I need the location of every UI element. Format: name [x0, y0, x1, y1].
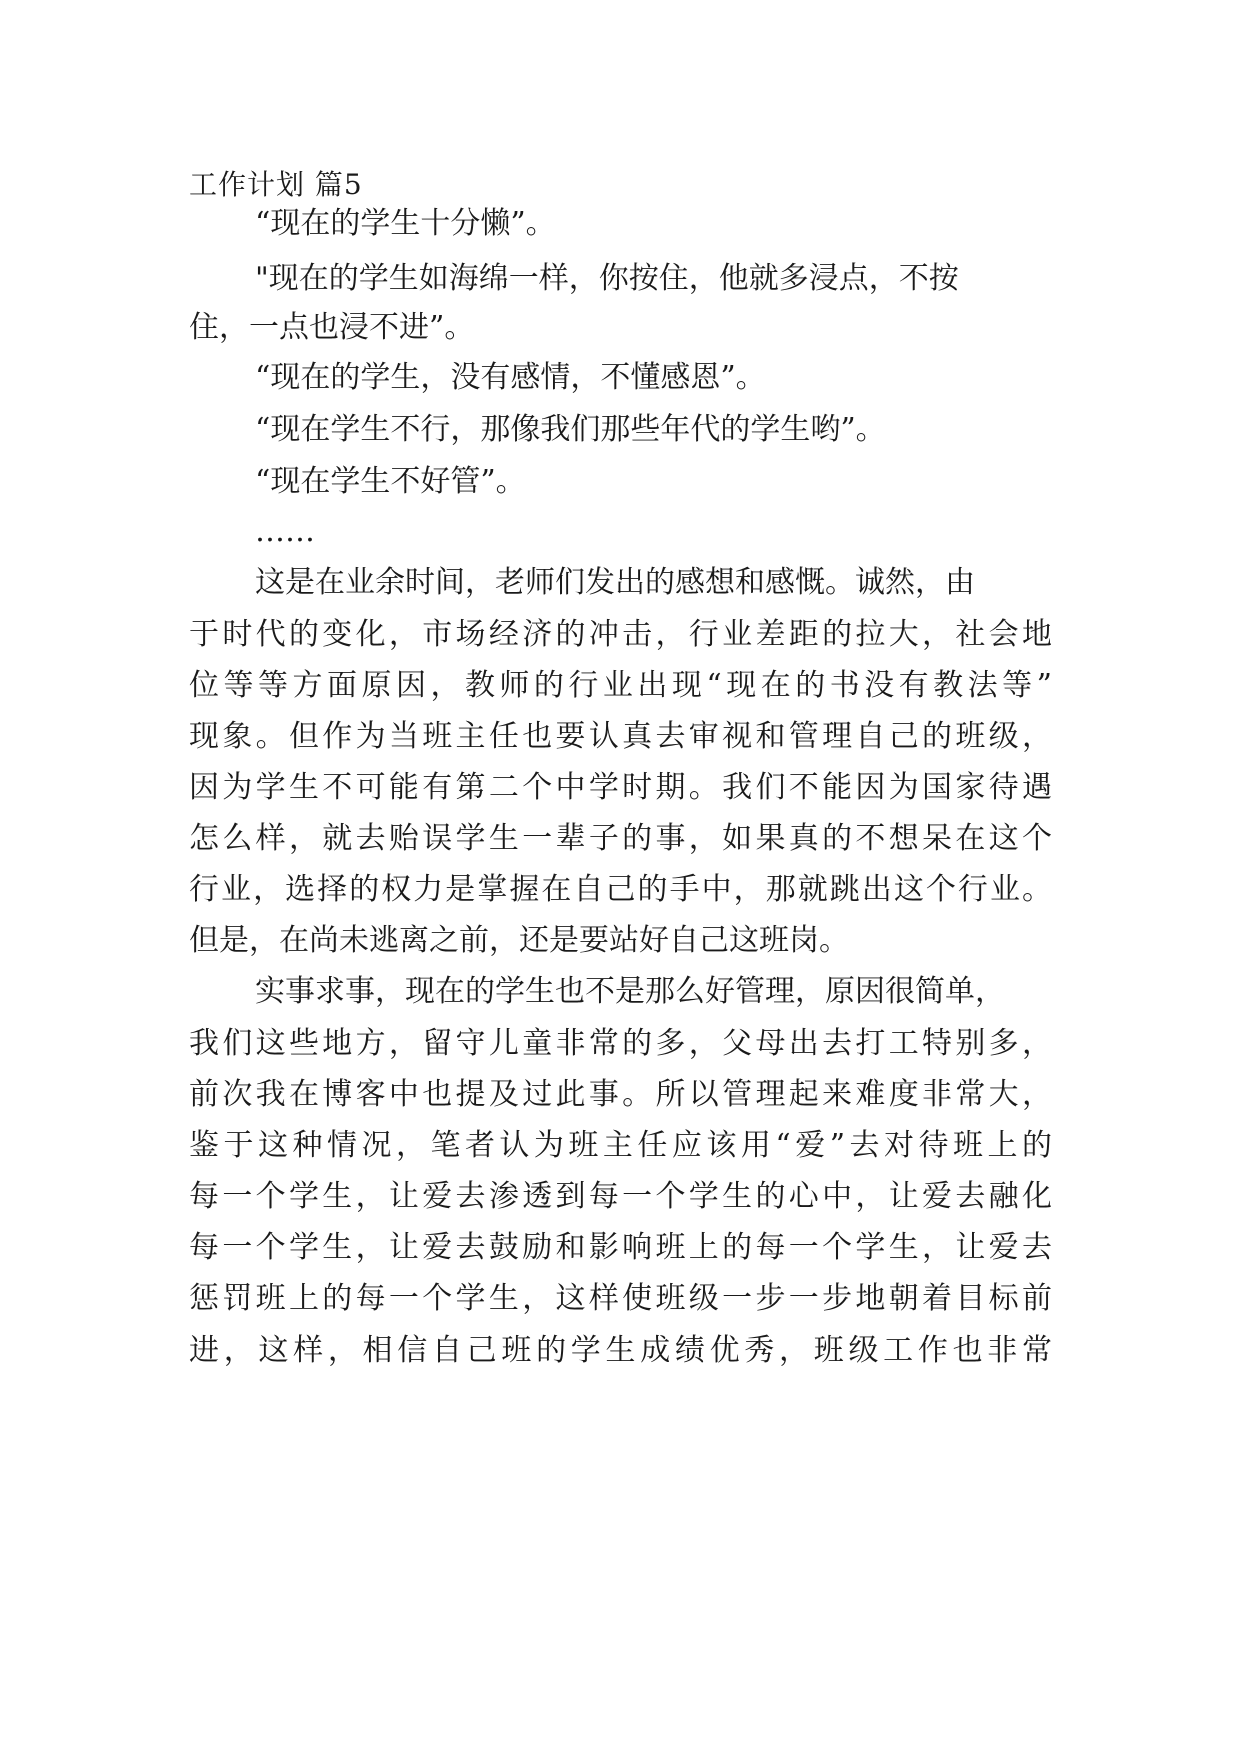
paragraph-line: 住，一点也浸不进”。	[189, 310, 475, 345]
paragraph-line: “现在学生不好管”。	[255, 464, 526, 499]
paragraph-line: 每一个学生，让爱去鼓励和影响班上的每一个学生，让爱去	[189, 1230, 1052, 1265]
paragraph-line: 因为学生不可能有第二个中学时期。我们不能因为国家待遇	[189, 770, 1052, 805]
paragraph-line: 进，这样，相信自己班的学生成绩优秀，班级工作也非常	[189, 1333, 1052, 1368]
paragraph-line: 现象。但作为当班主任也要认真去审视和管理自己的班级，	[189, 719, 1052, 754]
paragraph-line: 怎么样，就去贻误学生一辈子的事，如果真的不想呆在这个	[189, 821, 1052, 856]
paragraph-line: “现在学生不行，那像我们那些年代的学生哟”。	[255, 412, 886, 447]
paragraph-line: 每一个学生，让爱去渗透到每一个学生的心中，让爱去融化	[189, 1179, 1052, 1214]
paragraph-line: 但是，在尚未逃离之前，还是要站好自己这班岗。	[189, 923, 849, 958]
paragraph-line: 行业，选择的权力是掌握在自己的手中，那就跳出这个行业。	[189, 872, 1052, 907]
paragraph-line: “现在的学生十分懒”。	[255, 206, 556, 241]
paragraph-line: 鉴于这种情况，笔者认为班主任应该用“爱”去对待班上的	[189, 1128, 1052, 1163]
paragraph-line: 前次我在博客中也提及过此事。所以管理起来难度非常大，	[189, 1077, 1052, 1112]
paragraph-line: 实事求事，现在的学生也不是那么好管理，原因很简单，	[255, 974, 1005, 1009]
paragraph-line: 于时代的变化，市场经济的冲击，行业差距的拉大，社会地	[189, 617, 1052, 652]
section-heading: 工作计划 篇5	[189, 168, 363, 201]
paragraph-line: 位等等方面原因，教师的行业出现“现在的书没有教法等”	[189, 668, 1052, 703]
paragraph-line: 惩罚班上的每一个学生，这样使班级一步一步地朝着目标前	[189, 1281, 1052, 1316]
paragraph-line: ……	[255, 514, 315, 549]
paragraph-line: “现在的学生，没有感情，不懂感恩”。	[255, 360, 766, 395]
paragraph-line: 这是在业余时间，老师们发出的感想和感慨。诚然，由	[255, 565, 975, 600]
paragraph-line: 我们这些地方，留守儿童非常的多，父母出去打工特别多，	[189, 1026, 1052, 1061]
paragraph-line: "现在的学生如海绵一样，你按住，他就多浸点，不按	[255, 261, 959, 296]
